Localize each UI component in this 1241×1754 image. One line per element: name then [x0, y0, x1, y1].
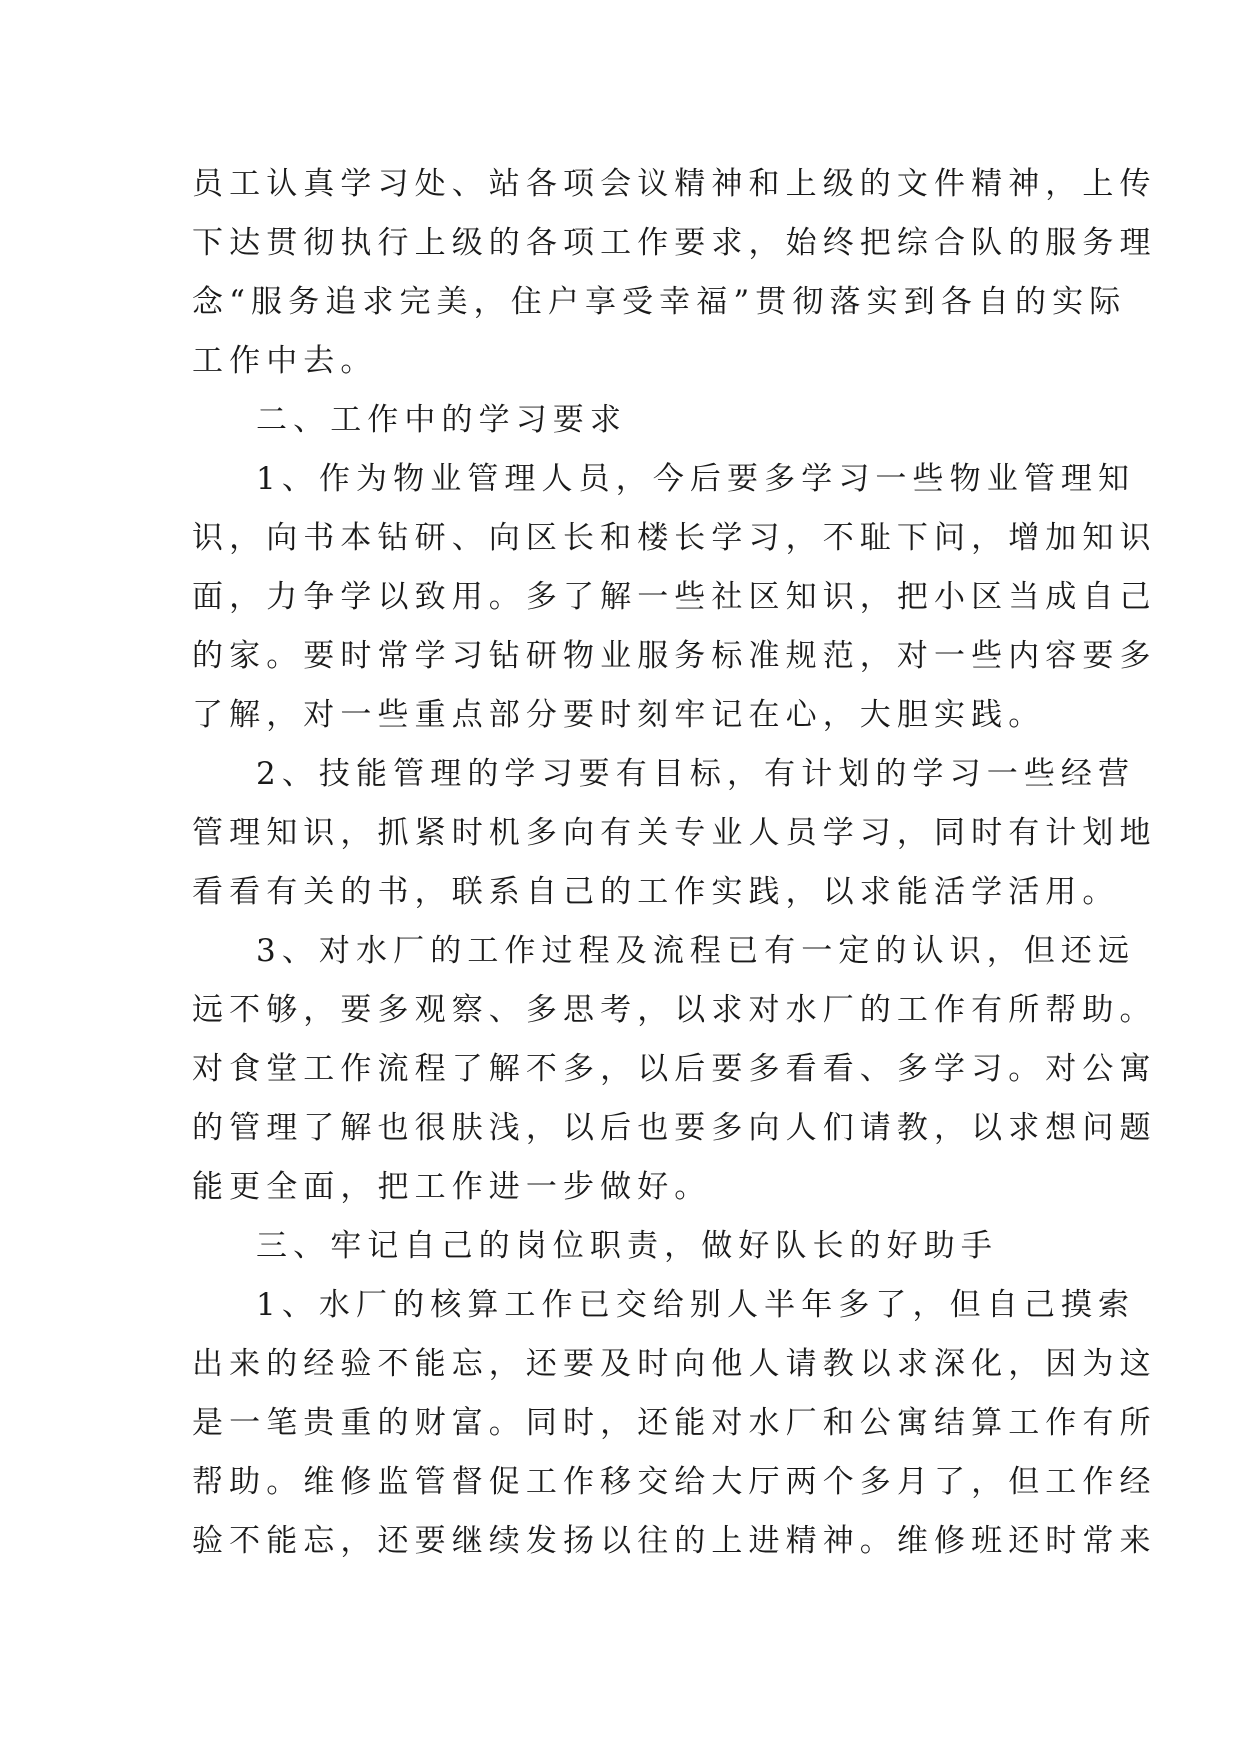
text-line: 下达贯彻执行上级的各项工作要求，始终把综合队的服务理 [192, 225, 1157, 261]
text-line: 能更全面，把工作进一步做好。 [192, 1169, 712, 1205]
text-line: 2、技能管理的学习要有目标，有计划的学习一些经营 [256, 756, 1136, 792]
text-line: 帮助。维修监管督促工作移交给大厅两个多月了，但工作经 [192, 1464, 1157, 1500]
text-line: 验不能忘，还要继续发扬以往的上进精神。维修班还时常来 [192, 1523, 1157, 1559]
document-body [192, 155, 1157, 1571]
text-line: 1、水厂的核算工作已交给别人半年多了，但自己摸索 [256, 1287, 1136, 1323]
text-line: 的家。要时常学习钻研物业服务标准规范，对一些内容要多 [192, 638, 1157, 674]
text-line: 出来的经验不能忘，还要及时向他人请教以求深化，因为这 [192, 1346, 1157, 1382]
text-line: 识，向书本钻研、向区长和楼长学习，不耻下问，增加知识 [192, 520, 1157, 556]
text-line: 面，力争学以致用。多了解一些社区知识，把小区当成自己 [192, 579, 1157, 615]
text-line: 3、对水厂的工作过程及流程已有一定的认识，但还远 [256, 933, 1136, 969]
text-line: 三、牢记自己的岗位职责，做好队长的好助手 [256, 1228, 998, 1264]
text-line: 对食堂工作流程了解不多，以后要多看看、多学习。对公寓 [192, 1051, 1157, 1087]
text-line: 员工认真学习处、站各项会议精神和上级的文件精神，上传 [192, 166, 1157, 202]
text-line: 1、作为物业管理人员，今后要多学习一些物业管理知 [256, 461, 1136, 497]
text-line: 二、工作中的学习要求 [256, 402, 627, 438]
text-line: 念“服务追求完美，住户享受幸福”贯彻落实到各自的实际 [192, 284, 1127, 320]
text-line: 远不够，要多观察、多思考，以求对水厂的工作有所帮助。 [192, 992, 1157, 1028]
text-line: 管理知识，抓紧时机多向有关专业人员学习，同时有计划地 [192, 815, 1157, 851]
text-line: 工作中去。 [192, 343, 378, 379]
text-line: 的管理了解也很肤浅，以后也要多向人们请教，以求想问题 [192, 1110, 1157, 1146]
text-line: 看看有关的书，联系自己的工作实践，以求能活学活用。 [192, 874, 1120, 910]
text-line: 是一笔贵重的财富。同时，还能对水厂和公寓结算工作有所 [192, 1405, 1157, 1441]
text-line: 了解，对一些重点部分要时刻牢记在心，大胆实践。 [192, 697, 1046, 733]
